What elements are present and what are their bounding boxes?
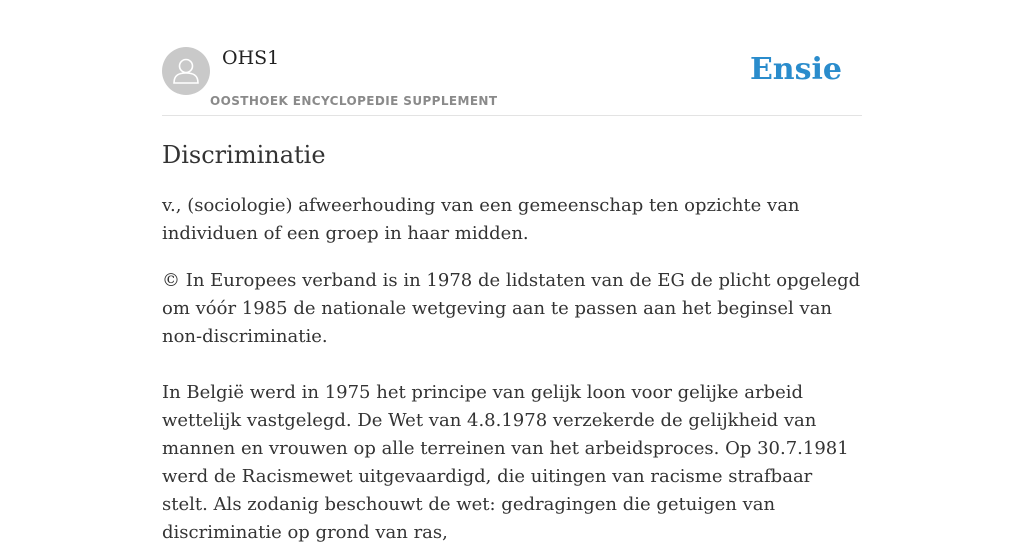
body-paragraph: © In Europees verband is in 1978 de lidstaten van de EG de plicht opgelegd om vóór 1985 de nationale wetgeving aan te passen aan het beginsel van non-discriminatie. — [162, 270, 861, 347]
body-paragraph: In België werd in 1975 het principe van gelijk loon voor gelijke arbeid wettelijk vastgelegd. De Wet van 4.8.1978 verzekerde de gelijkheid van mannen en vrouwen op alle terreinen van het arbeidsproces. Op 30.7.1981 werd de Racismewet uitgevaardigd, die uitingen van racisme strafbaar stelt. Als zodanig beschouwt de wet: gedragingen die getuigen van discriminatie op grond van ras, — [162, 382, 849, 543]
article-header — [162, 0, 862, 116]
avatar[interactable] — [162, 47, 210, 95]
definition-paragraph: v., (sociologie) afweerhouding van een gemeenschap ten opzichte van individuen of een groep in haar midden. — [162, 195, 800, 244]
page-title: Discriminatie — [162, 141, 326, 169]
content-column — [162, 0, 862, 547]
user-icon — [162, 47, 210, 95]
site-logo[interactable]: Ensie — [749, 52, 842, 87]
author-name[interactable]: OHS1 — [222, 47, 280, 69]
source-subtitle[interactable]: OOSTHOEK ENCYCLOPEDIE SUPPLEMENT — [210, 94, 498, 108]
